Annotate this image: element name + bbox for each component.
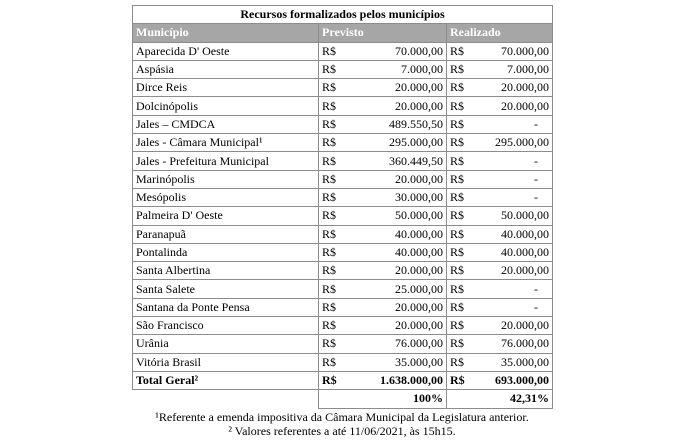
table-header-row bbox=[133, 24, 553, 42]
currency-previsto: R$ bbox=[319, 60, 343, 78]
table-row bbox=[133, 280, 553, 298]
realizado-value: 70.000,00 bbox=[469, 42, 553, 60]
municipio-cell: Paranapuã bbox=[133, 225, 319, 243]
currency-previsto: R$ bbox=[319, 152, 343, 170]
municipio-cell: Aparecida D' Oeste bbox=[133, 42, 319, 60]
municipio-cell: Dolcinópolis bbox=[133, 97, 319, 115]
municipio-cell: Santa Albertina bbox=[133, 262, 319, 280]
currency-realizado: R$ bbox=[447, 42, 469, 60]
table-row bbox=[133, 115, 553, 133]
total-label: Total Geral² bbox=[133, 371, 319, 389]
realizado-value: - bbox=[469, 188, 553, 206]
municipio-cell: Mesópolis bbox=[133, 188, 319, 206]
currency-previsto: R$ bbox=[319, 42, 343, 60]
municipio-cell: Jales – CMDCA bbox=[133, 115, 319, 133]
previsto-value: 360.449,50 bbox=[343, 152, 447, 170]
currency-previsto: R$ bbox=[319, 170, 343, 188]
realizado-value: 20.000,00 bbox=[469, 317, 553, 335]
resources-table-container bbox=[132, 5, 552, 409]
total-previsto: 1.638.000,00 bbox=[343, 371, 447, 389]
realizado-value: 20.000,00 bbox=[469, 97, 553, 115]
currency-previsto: R$ bbox=[319, 262, 343, 280]
currency-previsto: R$ bbox=[319, 317, 343, 335]
table-row bbox=[133, 243, 553, 261]
percent-row bbox=[133, 390, 553, 408]
table-row bbox=[133, 79, 553, 97]
total-realizado: 693.000,00 bbox=[469, 371, 553, 389]
currency-realizado: R$ bbox=[447, 152, 469, 170]
currency-realizado: R$ bbox=[447, 60, 469, 78]
currency-realizado: R$ bbox=[447, 225, 469, 243]
realizado-value: - bbox=[469, 280, 553, 298]
currency-realizado: R$ bbox=[447, 262, 469, 280]
realizado-value: 20.000,00 bbox=[469, 262, 553, 280]
realizado-value: - bbox=[469, 298, 553, 316]
currency-realizado: R$ bbox=[447, 170, 469, 188]
table-row bbox=[133, 317, 553, 335]
currency-previsto: R$ bbox=[319, 225, 343, 243]
table-row bbox=[133, 152, 553, 170]
currency-previsto: R$ bbox=[319, 188, 343, 206]
municipio-cell: Santa Salete bbox=[133, 280, 319, 298]
currency-previsto: R$ bbox=[319, 115, 343, 133]
table-title: Recursos formalizados pelos municípios bbox=[133, 6, 553, 24]
table-row bbox=[133, 335, 553, 353]
table-title-row bbox=[133, 6, 553, 24]
currency-realizado: R$ bbox=[447, 207, 469, 225]
previsto-value: 20.000,00 bbox=[343, 79, 447, 97]
table-row bbox=[133, 207, 553, 225]
currency-realizado: R$ bbox=[447, 280, 469, 298]
percent-realizado: 42,31% bbox=[447, 390, 553, 408]
currency-previsto: R$ bbox=[319, 353, 343, 371]
currency-previsto: R$ bbox=[319, 298, 343, 316]
total-row bbox=[133, 371, 553, 389]
table-row bbox=[133, 60, 553, 78]
realizado-value: 40.000,00 bbox=[469, 225, 553, 243]
footnote-2: ² Valores referentes a até 11/06/2021, às 15h15. bbox=[228, 424, 456, 438]
currency-previsto: R$ bbox=[319, 134, 343, 152]
currency-realizado: R$ bbox=[447, 335, 469, 353]
previsto-value: 20.000,00 bbox=[343, 262, 447, 280]
currency-previsto: R$ bbox=[319, 335, 343, 353]
municipio-cell: Jales - Prefeitura Municipal bbox=[133, 152, 319, 170]
currency-previsto: R$ bbox=[319, 243, 343, 261]
municipio-cell: Marinópolis bbox=[133, 170, 319, 188]
municipio-cell: Aspásia bbox=[133, 60, 319, 78]
realizado-value: 35.000,00 bbox=[469, 353, 553, 371]
currency-realizado: R$ bbox=[447, 134, 469, 152]
previsto-value: 7.000,00 bbox=[343, 60, 447, 78]
table-row bbox=[133, 188, 553, 206]
total-currency-previsto: R$ bbox=[319, 371, 343, 389]
municipio-cell: Jales - Câmara Municipal¹ bbox=[133, 134, 319, 152]
municipio-cell: São Francisco bbox=[133, 317, 319, 335]
previsto-value: 20.000,00 bbox=[343, 317, 447, 335]
footnote-1: ¹Referente a emenda impositiva da Câmara Municipal da Legislatura anterior. bbox=[155, 410, 529, 424]
table-row bbox=[133, 225, 553, 243]
realizado-value: - bbox=[469, 170, 553, 188]
realizado-value: - bbox=[469, 152, 553, 170]
previsto-value: 20.000,00 bbox=[343, 97, 447, 115]
header-realizado: Realizado bbox=[447, 24, 553, 42]
municipio-cell: Dirce Reis bbox=[133, 79, 319, 97]
previsto-value: 489.550,50 bbox=[343, 115, 447, 133]
currency-previsto: R$ bbox=[319, 207, 343, 225]
table-row bbox=[133, 42, 553, 60]
table-row bbox=[133, 97, 553, 115]
currency-realizado: R$ bbox=[447, 243, 469, 261]
currency-realizado: R$ bbox=[447, 317, 469, 335]
realizado-value: 20.000,00 bbox=[469, 79, 553, 97]
previsto-value: 70.000,00 bbox=[343, 42, 447, 60]
currency-previsto: R$ bbox=[319, 79, 343, 97]
footnotes bbox=[132, 410, 552, 438]
currency-realizado: R$ bbox=[447, 115, 469, 133]
previsto-value: 76.000,00 bbox=[343, 335, 447, 353]
table-row bbox=[133, 353, 553, 371]
realizado-value: 76.000,00 bbox=[469, 335, 553, 353]
currency-realizado: R$ bbox=[447, 298, 469, 316]
table-row bbox=[133, 134, 553, 152]
currency-previsto: R$ bbox=[319, 280, 343, 298]
realizado-value: 7.000,00 bbox=[469, 60, 553, 78]
municipio-cell: Santana da Ponte Pensa bbox=[133, 298, 319, 316]
currency-realizado: R$ bbox=[447, 79, 469, 97]
municipio-cell: Palmeira D' Oeste bbox=[133, 207, 319, 225]
previsto-value: 25.000,00 bbox=[343, 280, 447, 298]
currency-realizado: R$ bbox=[447, 188, 469, 206]
municipio-cell: Vitória Brasil bbox=[133, 353, 319, 371]
header-previsto: Previsto bbox=[319, 24, 447, 42]
previsto-value: 30.000,00 bbox=[343, 188, 447, 206]
realizado-value: 40.000,00 bbox=[469, 243, 553, 261]
previsto-value: 20.000,00 bbox=[343, 298, 447, 316]
resources-table bbox=[132, 5, 553, 409]
previsto-value: 40.000,00 bbox=[343, 243, 447, 261]
percent-blank-cell bbox=[133, 390, 319, 408]
previsto-value: 40.000,00 bbox=[343, 225, 447, 243]
currency-realizado: R$ bbox=[447, 97, 469, 115]
realizado-value: 50.000,00 bbox=[469, 207, 553, 225]
total-currency-realizado: R$ bbox=[447, 371, 469, 389]
currency-realizado: R$ bbox=[447, 353, 469, 371]
table-row bbox=[133, 170, 553, 188]
table-row bbox=[133, 262, 553, 280]
previsto-value: 35.000,00 bbox=[343, 353, 447, 371]
currency-previsto: R$ bbox=[319, 97, 343, 115]
percent-previsto: 100% bbox=[319, 390, 447, 408]
municipio-cell: Pontalinda bbox=[133, 243, 319, 261]
municipio-cell: Urânia bbox=[133, 335, 319, 353]
header-municipio: Município bbox=[133, 24, 319, 42]
realizado-value: 295.000,00 bbox=[469, 134, 553, 152]
previsto-value: 50.000,00 bbox=[343, 207, 447, 225]
table-row bbox=[133, 298, 553, 316]
previsto-value: 295.000,00 bbox=[343, 134, 447, 152]
previsto-value: 20.000,00 bbox=[343, 170, 447, 188]
realizado-value: - bbox=[469, 115, 553, 133]
